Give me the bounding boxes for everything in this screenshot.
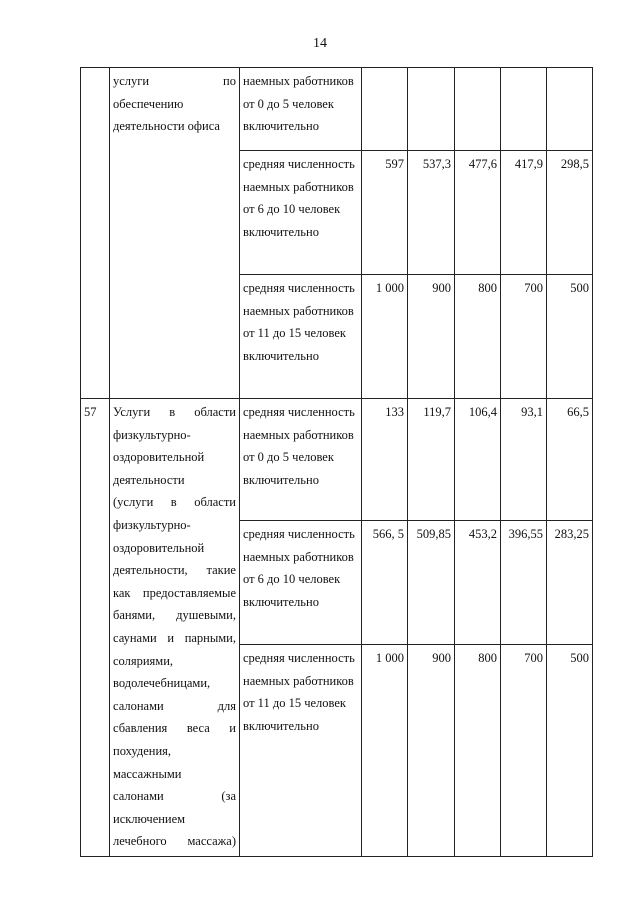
row-number-cell: 57 [81, 399, 110, 857]
value-cell: 800 [455, 645, 501, 857]
service-line: лечебного массажа) [113, 834, 236, 849]
criterion-cell: наемных работников от 0 до 5 человек включительно [240, 68, 362, 151]
value-cell [362, 68, 408, 151]
criterion-cell: средняя численность наемных работников от 11 до 15 человек включительно [240, 275, 362, 399]
value-cell: 597 [362, 151, 408, 275]
value-cell: 700 [501, 275, 547, 399]
service-name-cell [110, 68, 240, 399]
value-cell: 93,1 [501, 399, 547, 521]
criterion-cell: средняя численность наемных работников от 6 до 10 человек включительно [240, 151, 362, 275]
value-cell: 537,3 [408, 151, 455, 275]
value-cell: 500 [547, 275, 593, 399]
criterion-cell: средняя численность наемных работников от 0 до 5 человек включительно [240, 399, 362, 521]
service-line: исключением [113, 811, 186, 826]
service-line: сбавления веса и [113, 721, 236, 736]
value-cell: 417,9 [501, 151, 547, 275]
service-line: Услуги в области [113, 405, 236, 419]
service-line: деятельности, такие [113, 563, 236, 578]
service-line: (услуги в области [113, 495, 236, 510]
service-line: похудения, [113, 743, 172, 758]
service-line: банями, душевыми, [113, 608, 236, 623]
value-cell: 1 000 [362, 645, 408, 857]
service-line: салонами (за [113, 789, 236, 804]
service-line: оздоровительной [113, 540, 205, 555]
row-number-cell [81, 68, 110, 399]
value-cell: 509,85 [408, 521, 455, 645]
value-cell: 119,7 [408, 399, 455, 521]
table-row [81, 399, 593, 521]
service-line: обеспечению [113, 96, 184, 111]
value-cell: 133 [362, 399, 408, 521]
service-name-cell [110, 399, 240, 857]
value-cell: 700 [501, 645, 547, 857]
service-line: салонами для [113, 698, 236, 713]
value-cell: 566, 5 [362, 521, 408, 645]
value-cell: 298,5 [547, 151, 593, 275]
value-cell: 800 [455, 275, 501, 399]
value-cell [501, 68, 547, 151]
table-row [81, 68, 593, 151]
rates-table [80, 67, 593, 857]
service-line: водолечебницами, [113, 676, 211, 691]
value-cell: 477,6 [455, 151, 501, 275]
value-cell: 283,25 [547, 521, 593, 645]
value-cell: 66,5 [547, 399, 593, 521]
value-cell: 106,4 [455, 399, 501, 521]
page-number: 14 [313, 36, 327, 51]
service-line: услуги по [113, 74, 236, 88]
service-line: соляриями, [113, 653, 174, 668]
service-line: оздоровительной [113, 450, 205, 465]
value-cell [455, 68, 501, 151]
value-cell: 1 000 [362, 275, 408, 399]
value-cell [547, 68, 593, 151]
value-cell: 900 [408, 645, 455, 857]
value-cell: 900 [408, 275, 455, 399]
value-cell: 500 [547, 645, 593, 857]
service-line: физкультурно- [113, 517, 191, 532]
service-line: саунами и парными, [113, 630, 236, 645]
value-cell: 396,55 [501, 521, 547, 645]
service-line: деятельности офиса [113, 119, 220, 134]
criterion-cell: средняя численность наемных работников от 11 до 15 человек включительно [240, 645, 362, 857]
service-line: деятельности [113, 472, 185, 487]
service-line: физкультурно- [113, 427, 191, 442]
value-cell: 453,2 [455, 521, 501, 645]
value-cell [408, 68, 455, 151]
service-line: как предоставляемые [113, 585, 236, 600]
criterion-cell: средняя численность наемных работников от 6 до 10 человек включительно [240, 521, 362, 645]
service-line: массажными [113, 766, 182, 781]
